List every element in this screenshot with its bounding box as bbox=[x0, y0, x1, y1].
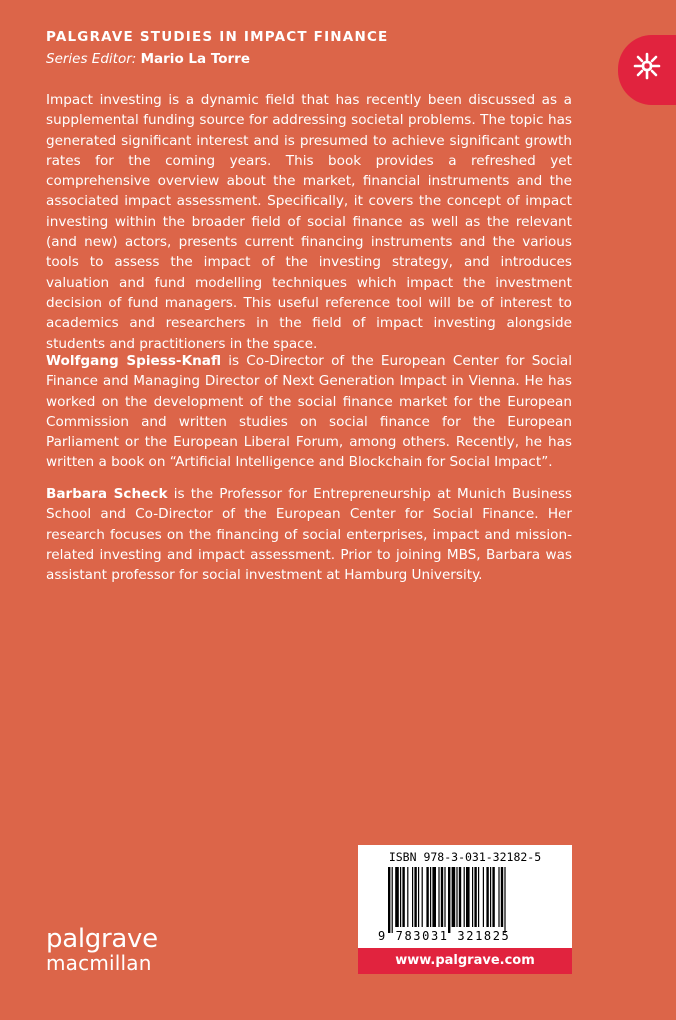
series-editor-name: Mario La Torre bbox=[140, 51, 250, 67]
author-bio-text-2: is the Professor for Entrepreneurship at Munich Business School and Co-Director of the European Center for Social Finance. Her research focuses on the financing of social enterprises, impact and mission-related investing and impact assessment. Prior to joining MBS, Barbara was assistant professor for social investment at Hamburg University. bbox=[46, 486, 572, 584]
series-editor-label: Series Editor: bbox=[46, 51, 137, 67]
author-name-1: Wolfgang Spiess-Knafl bbox=[46, 353, 222, 369]
publisher-logo-line1: palgrave bbox=[46, 924, 158, 954]
series-editor bbox=[46, 51, 250, 67]
palgrave-logo-tab bbox=[618, 35, 676, 105]
publisher-website[interactable]: www.palgrave.com bbox=[358, 948, 572, 974]
barcode-digits: 9 783031 321825 bbox=[378, 929, 511, 943]
barcode-icon bbox=[388, 867, 548, 933]
isbn-label: ISBN 978-3-031-32182-5 bbox=[388, 850, 542, 864]
series-title: PALGRAVE STUDIES IN IMPACT FINANCE bbox=[46, 29, 389, 45]
author-bio-text-1: is Co-Director of the European Center for Social Finance and Managing Director of Next Generation Impact in Vienna. He has worked on the development of the social finance market for the European Commission and written studies on social finance for the European Parliament or the European Liberal Forum, among others. Recently, he has written a book on “Artificial Intelligence and Blockchain for Social Impact”. bbox=[46, 353, 572, 471]
publisher-logo bbox=[46, 926, 158, 974]
author-bio-1 bbox=[46, 351, 572, 473]
author-name-2: Barbara Scheck bbox=[46, 486, 168, 502]
barcode-box bbox=[358, 845, 572, 948]
palgrave-star-icon bbox=[632, 51, 662, 81]
blurb-paragraph: Impact investing is a dynamic field that has recently been discussed as a supplemental funding source for addressing societal problems. The topic has generated significant interest and is presumed to achieve significant growth rates for the coming years. This book provides a refreshed yet comprehensive overview about the market, financial instruments and the associated impact assessment. Specifically, it covers the concept of impact investing within the broader field of social finance as well as the relevant (and new) actors, presents current financing instruments and the various tools to assess the impact of the investing strategy, and introduces valuation and fund modelling techniques which impact the investment decision of fund managers. This useful reference tool will be of interest to academics and researchers in the field of impact investing alongside students and practitioners in the space. bbox=[46, 92, 572, 352]
publisher-logo-line2: macmillan bbox=[46, 951, 152, 975]
author-bio-2 bbox=[46, 484, 572, 585]
